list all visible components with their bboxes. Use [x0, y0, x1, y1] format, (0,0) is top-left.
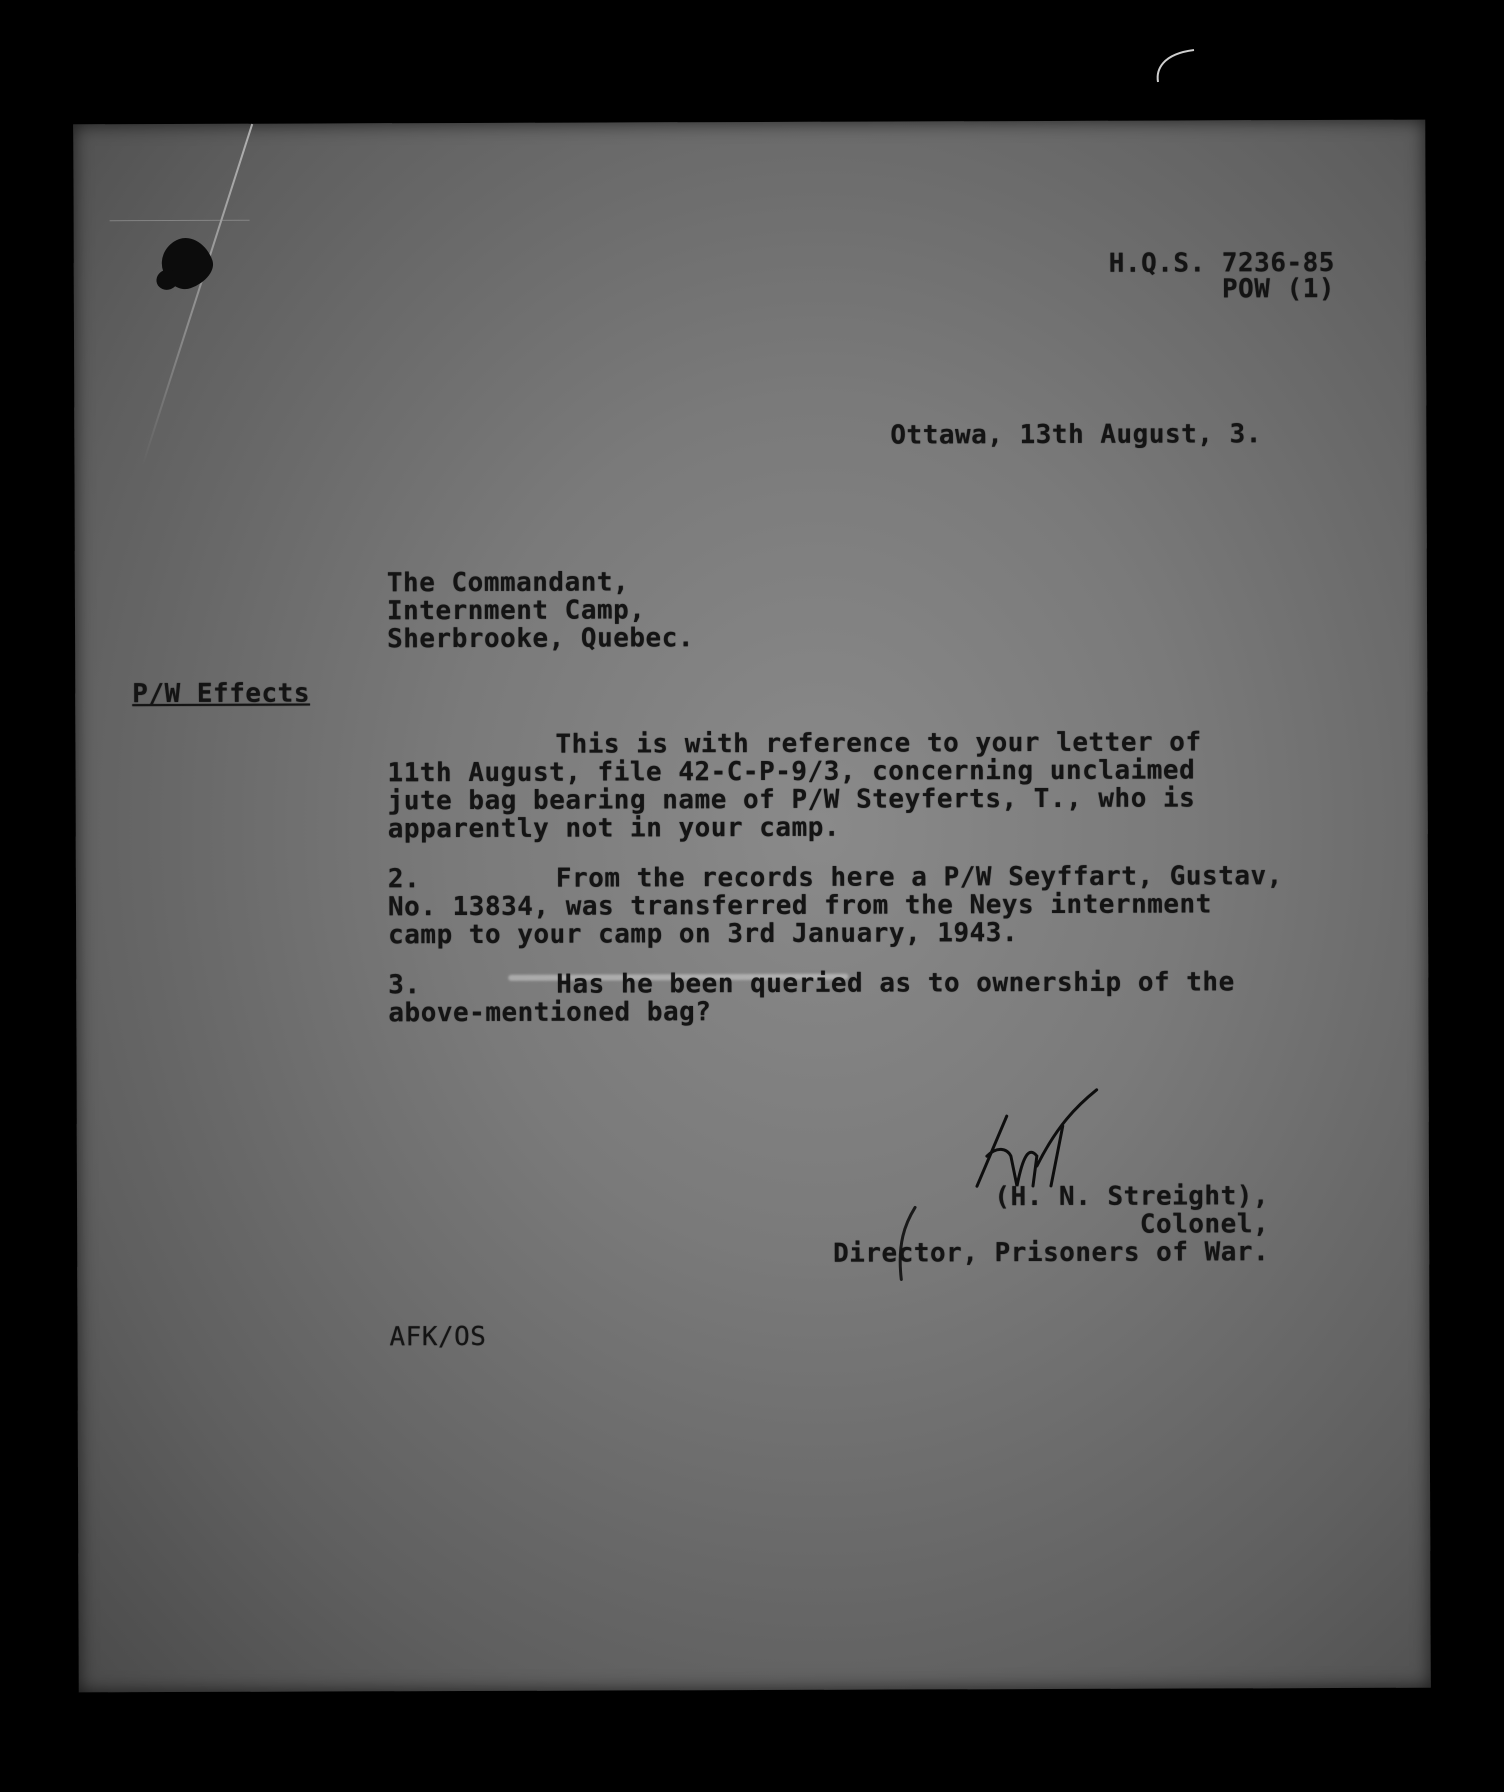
file-ref-line2: POW (1) [1221, 273, 1336, 305]
address-line: The Commandant, [386, 567, 630, 599]
pencil-mark-icon [1150, 46, 1200, 86]
address-line: Sherbrooke, Quebec. [387, 623, 695, 655]
recipient-address [387, 568, 694, 653]
ink-blot [155, 231, 219, 295]
paragraph-2-text: From the records here a P/W Seyffart, Gustav, No. 13834, was transferred from the Neys internment camp to your camp on 3rd January, 1943. [387, 861, 1283, 951]
paragraph-3 [388, 968, 1235, 1027]
subject-line: P/W Effects [132, 678, 310, 710]
handwritten-signature [967, 1086, 1107, 1196]
file-reference [1108, 247, 1336, 305]
paragraph-1-text: This is with reference to your letter of 11th August, file 42-C-P-9/3, concerning unclaimed jute bag bearing name of P/W Steyferts, T., who is apparently not in your camp. [387, 727, 1202, 845]
paragraph-3-text: Has he been queried as to ownership of the above-mentioned bag? [388, 967, 1235, 1029]
fold-edge [110, 220, 250, 221]
paragraph-3-number: 3. [388, 970, 421, 1001]
file-ref-line1: H.Q.S. 7236-85 [1108, 247, 1335, 279]
letter-page [73, 120, 1430, 1693]
signature-block [833, 1182, 1269, 1268]
paragraph-2 [388, 862, 1283, 949]
signatory-title: Director, Prisoners of War. [833, 1237, 1270, 1269]
address-line: Internment Camp, [386, 595, 646, 627]
letter-date: Ottawa, 13th August, 3. [890, 419, 1262, 451]
signatory-rank: Colonel, [1139, 1209, 1270, 1240]
paragraph-1 [387, 728, 1202, 843]
typist-initials: AFK/OS [389, 1321, 487, 1353]
signatory-name: (H. N. Streight), [994, 1181, 1270, 1213]
paragraph-2-number: 2. [387, 864, 421, 895]
fold-crease [141, 124, 253, 467]
